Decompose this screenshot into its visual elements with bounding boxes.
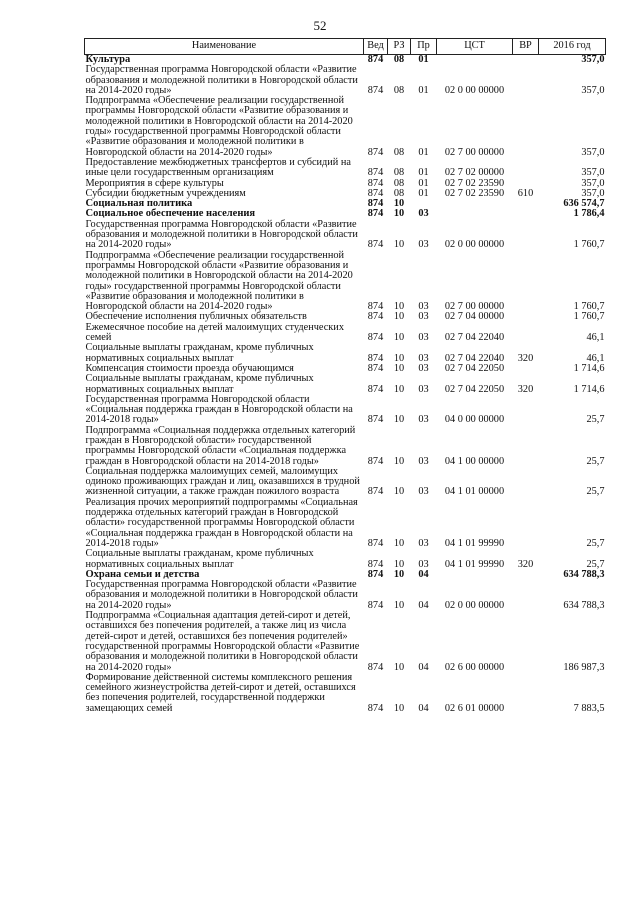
cell-ved: 874 (367, 301, 384, 313)
cell-pr: 03 (418, 352, 429, 364)
cell-rz: 10 (393, 332, 405, 344)
cell-cst: 02 7 04 00000 (444, 311, 505, 323)
cell-cst: 02 7 04 22050 (444, 383, 505, 395)
cell-cst: 02 0 00 00000 (444, 239, 505, 251)
cell-rz: 10 (393, 486, 405, 498)
cell-pr: 04 (418, 568, 429, 580)
cell-cst: 02 0 00 00000 (444, 599, 505, 611)
cell-sum: 357,0 (581, 84, 605, 96)
cell-sum: 634 788,3 (563, 599, 605, 611)
table-row (85, 158, 606, 179)
column-header-ved: Вед (364, 39, 388, 55)
cell-vr (513, 364, 539, 374)
cell-vr (513, 55, 539, 66)
cell-cst: 02 7 00 00000 (444, 146, 505, 158)
cell-sum: 357,0 (581, 146, 605, 158)
table-row (85, 395, 606, 426)
cell-sum: 25,7 (586, 558, 605, 570)
cell-rz: 10 (393, 208, 405, 220)
column-header-pr: Пр (411, 39, 437, 55)
cell-rz: 10 (393, 239, 405, 251)
cell-sum: 25,7 (586, 537, 605, 549)
cell-name: Социальные выплаты гражданам, кроме публичных нормативных социальных выплат (85, 373, 314, 395)
cell-name: Обеспечение исполнения публичных обязательств (85, 311, 307, 323)
table-row (85, 611, 606, 673)
cell-name: Реализация прочих мероприятий подпрограммы «Социальная поддержка отдельных категорий граждан в Новгородской области» государственной программы Новгородской области «Социальная поддержка граждан в Новгородской области на 2014-2018 годы» (85, 496, 358, 549)
cell-rz: 10 (393, 568, 405, 580)
cell-name: Культура (85, 54, 131, 65)
table-row (85, 549, 606, 570)
cell-cst (437, 55, 513, 66)
cell-pr: 03 (418, 414, 429, 426)
cell-name: Компенсация стоимости проезда обучающимся (85, 362, 294, 374)
cell-rz: 10 (393, 537, 405, 549)
cell-pr: 01 (418, 54, 429, 65)
cell-name: Социальные выплаты гражданам, кроме публичных нормативных социальных выплат (85, 548, 314, 570)
cell-vr: 320 (517, 558, 534, 570)
cell-ved: 874 (367, 661, 384, 673)
cell-pr: 04 (418, 661, 429, 673)
cell-vr (513, 96, 539, 158)
cell-sum: 1 760,7 (573, 311, 605, 323)
column-header-name: Наименование (85, 39, 364, 55)
cell-sum: 1 714,6 (573, 362, 605, 374)
table-row (85, 220, 606, 251)
cell-name: Подпрограмма «Социальная адаптация детей-сирот и детей, оставшихся без попечения родителей, а также лиц из числа детей-сирот и детей, оставшихся без попечения родителей» государственной программы Новгородской области «Развитие образования и молодежной политики в Новгородской области на 2014-2020 годы» (85, 610, 360, 673)
cell-rz: 10 (393, 383, 405, 395)
cell-vr (513, 251, 539, 313)
cell-name: Социальная поддержка малоимущих семей, малоимущих одиноко проживающих граждан и лиц, оказавшихся в трудной жизненной ситуации, а также граждан пожилого возраста (85, 465, 360, 498)
cell-vr (513, 323, 539, 344)
cell-pr: 03 (418, 455, 429, 467)
column-header-cst: ЦСТ (437, 39, 513, 55)
cell-ved: 874 (367, 568, 384, 580)
cell-sum: 25,7 (586, 455, 605, 467)
cell-ved: 874 (367, 239, 384, 251)
cell-name: Ежемесячное пособие на детей малоимущих студенческих семей (85, 321, 344, 344)
cell-name: Социальная политика (85, 198, 193, 210)
cell-name: Субсидии бюджетным учреждениям (85, 187, 246, 199)
cell-cst: 04 1 01 99990 (444, 558, 505, 570)
cell-cst: 02 6 00 00000 (444, 661, 505, 673)
cell-sum: 634 788,3 (563, 568, 605, 580)
cell-sum: 25,7 (586, 414, 605, 426)
cell-rz: 08 (393, 84, 405, 96)
table-row (85, 251, 606, 313)
cell-vr: 320 (517, 383, 534, 395)
cell-vr: 320 (517, 352, 534, 364)
cell-pr: 03 (418, 537, 429, 549)
cell-cst (437, 199, 513, 209)
budget-table (84, 38, 606, 714)
cell-sum: 186 987,3 (563, 661, 605, 673)
cell-rz: 08 (393, 187, 405, 199)
cell-cst: 02 7 04 22050 (444, 362, 505, 374)
cell-vr (513, 611, 539, 673)
cell-cst (437, 209, 513, 219)
cell-cst: 02 7 00 00000 (444, 301, 505, 313)
cell-rz: 10 (393, 414, 405, 426)
cell-pr: 01 (418, 177, 429, 189)
cell-pr: 03 (418, 301, 429, 313)
cell-pr: 03 (418, 362, 429, 374)
cell-sum: 357,0 (581, 177, 605, 189)
cell-vr (513, 158, 539, 179)
cell-vr (513, 395, 539, 426)
cell-cst: 02 7 02 23590 (444, 177, 505, 189)
table-row (85, 426, 606, 467)
cell-name: Социальные выплаты гражданам, кроме публичных нормативных социальных выплат (85, 342, 314, 364)
column-header-rz: РЗ (388, 39, 411, 55)
cell-pr: 03 (418, 239, 429, 251)
cell-vr (513, 220, 539, 251)
cell-ved: 874 (367, 54, 384, 65)
cell-rz: 10 (393, 198, 405, 210)
cell-name: Формирование действенной системы комплексного решения семейного жизнеустройства детей-сирот и детей, оставшихся без попечения родителей, государственной поддержки замещающих семей (85, 671, 356, 714)
cell-vr (513, 467, 539, 498)
cell-rz: 10 (393, 311, 405, 323)
cell-pr: 03 (418, 486, 429, 498)
cell-name: Охрана семьи и детства (85, 568, 200, 580)
cell-ved: 874 (367, 537, 384, 549)
cell-pr: 04 (418, 702, 429, 714)
cell-pr: 01 (418, 84, 429, 96)
cell-pr: 01 (418, 167, 429, 179)
cell-sum: 357,0 (581, 167, 605, 179)
cell-cst: 02 7 04 22040 (444, 332, 505, 344)
cell-name: Подпрограмма «Обеспечение реализации государственной программы Новгородской области «Развитие образования и молодежной политики в Новгородской области на 2014-2020 годы» государственной программы Новгородской области «Развитие образования и молодежной политики в Новгородской области на 2014-2020 годы» (85, 95, 353, 158)
cell-ved: 874 (367, 177, 384, 189)
cell-vr (513, 426, 539, 467)
cell-vr (513, 209, 539, 219)
cell-ved: 874 (367, 362, 384, 374)
cell-name: Мероприятия в сфере культуры (85, 177, 224, 189)
cell-rz: 08 (393, 177, 405, 189)
table-row (85, 673, 606, 714)
cell-ved: 874 (367, 599, 384, 611)
table-row (85, 467, 606, 498)
cell-cst: 04 1 01 00000 (444, 486, 505, 498)
cell-name: Социальное обеспечение населения (85, 208, 256, 220)
cell-pr: 01 (418, 146, 429, 158)
cell-ved: 874 (367, 414, 384, 426)
cell-cst: 02 7 04 22040 (444, 352, 505, 364)
table-row (85, 323, 606, 344)
column-header-sum: 2016 год (539, 39, 606, 55)
cell-ved: 874 (367, 383, 384, 395)
cell-ved: 874 (367, 455, 384, 467)
cell-rz: 08 (393, 54, 405, 65)
cell-name: Предоставление межбюджетных трансфертов и субсидий на иные цели государственным организациям (85, 156, 351, 179)
cell-rz: 10 (393, 362, 405, 374)
cell-cst: 02 0 00 00000 (444, 84, 505, 96)
cell-vr (513, 65, 539, 96)
cell-rz: 08 (393, 167, 405, 179)
table-row (85, 65, 606, 96)
cell-pr: 03 (418, 208, 429, 220)
cell-rz: 10 (393, 599, 405, 611)
cell-sum: 357,0 (581, 187, 605, 199)
table-row (85, 96, 606, 158)
cell-sum: 1 760,7 (573, 301, 605, 313)
cell-cst: 04 1 01 99990 (444, 537, 505, 549)
cell-rz: 10 (393, 558, 405, 570)
cell-sum: 636 574,7 (563, 198, 605, 210)
cell-cst: 04 0 00 00000 (444, 414, 505, 426)
cell-name: Подпрограмма «Социальная поддержка отдельных категорий граждан в Новгородской области» государственной программы Новгородской области «Социальная поддержка граждан в Новгородской области на 2014-2018 годы» (85, 424, 356, 467)
cell-pr: 03 (418, 332, 429, 344)
cell-ved: 874 (367, 558, 384, 570)
column-header-vr: ВР (513, 39, 539, 55)
cell-ved: 874 (367, 486, 384, 498)
cell-sum: 1 714,6 (573, 383, 605, 395)
table-row (85, 498, 606, 549)
cell-pr: 03 (418, 311, 429, 323)
cell-sum: 46,1 (586, 352, 605, 364)
cell-ved: 874 (367, 332, 384, 344)
cell-vr (513, 199, 539, 209)
cell-cst (437, 570, 513, 580)
cell-rz: 10 (393, 352, 405, 364)
cell-name: Государственная программа Новгородской области «Развитие образования и молодежной политики в Новгородской области на 2014-2020 годы» (85, 579, 358, 611)
cell-name: Государственная программа Новгородской области «Развитие образования и молодежной политики в Новгородской области на 2014-2020 годы» (85, 64, 358, 96)
cell-ved: 874 (367, 187, 384, 199)
cell-ved: 874 (367, 311, 384, 323)
cell-vr (513, 570, 539, 580)
cell-pr: 04 (418, 599, 429, 611)
cell-sum: 25,7 (586, 486, 605, 498)
cell-sum: 1 760,7 (573, 239, 605, 251)
cell-vr (513, 580, 539, 611)
cell-ved: 874 (367, 198, 384, 210)
cell-rz: 10 (393, 301, 405, 313)
cell-ved: 874 (367, 84, 384, 96)
cell-ved: 874 (367, 702, 384, 714)
cell-sum: 1 786,4 (573, 208, 605, 220)
cell-pr: 03 (418, 558, 429, 570)
page-number: 52 (313, 18, 327, 33)
cell-rz: 10 (393, 455, 405, 467)
cell-ved: 874 (367, 352, 384, 364)
cell-vr (513, 673, 539, 714)
cell-name: Подпрограмма «Обеспечение реализации государственной программы Новгородской области «Развитие образования и молодежной политики в Новгородской области на 2014-2020 годы» государственной программы Новгородской области «Развитие образования и молодежной политики в Новгородской области на 2014-2020 годы» (85, 249, 353, 313)
table-row (85, 374, 606, 395)
cell-sum: 46,1 (586, 332, 605, 344)
cell-pr: 01 (418, 187, 429, 199)
table-row (85, 580, 606, 611)
cell-ved: 874 (367, 167, 384, 179)
cell-vr: 610 (517, 187, 534, 199)
cell-cst: 02 7 02 00000 (444, 167, 505, 179)
cell-rz: 08 (393, 146, 405, 158)
cell-ved: 874 (367, 146, 384, 158)
cell-rz: 10 (393, 661, 405, 673)
cell-cst: 02 7 02 23590 (444, 187, 505, 199)
cell-cst: 04 1 00 00000 (444, 455, 505, 467)
cell-name: Государственная программа Новгородской области «Развитие образования и молодежной политики в Новгородской области на 2014-2020 годы» (85, 218, 358, 251)
cell-vr (513, 498, 539, 549)
table-header-row (85, 39, 606, 55)
cell-sum: 357,0 (581, 54, 605, 65)
cell-name: Государственная программа Новгородской области «Социальная поддержка граждан в Новгородской области на 2014-2018 годы» (85, 393, 353, 426)
table-row (85, 343, 606, 364)
cell-pr: 03 (418, 383, 429, 395)
cell-rz: 10 (393, 702, 405, 714)
cell-sum: 7 883,5 (573, 702, 605, 714)
cell-ved: 874 (367, 208, 384, 220)
cell-vr (513, 312, 539, 322)
cell-cst: 02 6 01 00000 (444, 702, 505, 714)
